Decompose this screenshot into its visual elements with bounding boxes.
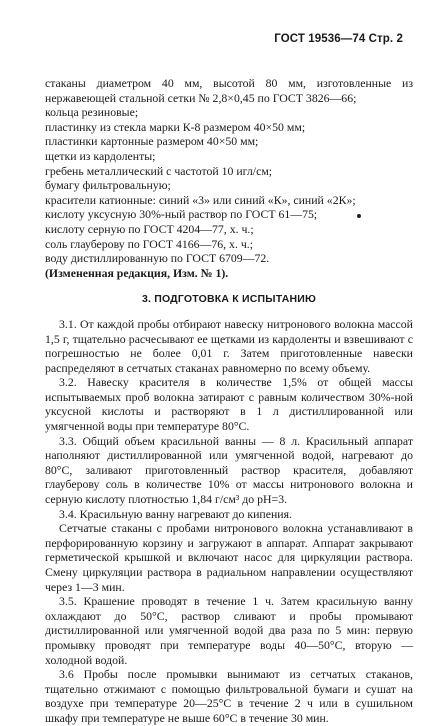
list-item: бумагу фильтровальную; — [45, 178, 171, 193]
list-item: щетки из кардоленты; — [45, 148, 156, 163]
list-item-text: кислоту уксусную 30%-ный раствор по ГОСТ 61—75; — [45, 207, 318, 222]
paragraph: Сетчатые стаканы с пробами нитронового волокна устанавливают в перфорированную корзину и загружают в аппарат. Аппарат закрывают герметической крышкой и включают насос для циркуляции раствора. Смену циркуляции раствора в радиальном направлении осуществляют через 1—3 мин. — [45, 521, 413, 594]
list-item: соль глауберову по ГОСТ 4166—76, х. ч.; — [45, 236, 254, 251]
paragraph: 3.2. Навеску красителя в количестве 1,5% от общей массы испытываемых проб волокна затирают с равным количеством 30%-ной уксусной кислоты и растворяют в 1 л дистиллированной или умягченной воды при температуре 80°С. — [45, 375, 413, 434]
list-item: пластинку из стекла марки К-8 размером 40×50 мм; — [45, 119, 306, 134]
paragraph: 3.6 Пробы после промывки вынимают из сетчатых стаканов, тщательно отжимают с помощью фильтровальной бумаги и сушат на воздухе при температуре 20—25°С в течение 2 ч или в сушильном шкафу при температуре не выше 60°С в течение 30 мин. — [45, 667, 413, 725]
paragraph: 3.4. Красильную ванну нагревают до кипения. — [59, 506, 292, 521]
list-item: гребень металлический с частотой 10 игл/см; — [45, 163, 273, 178]
page-header: ГОСТ 19536—74 Стр. 2 — [274, 33, 403, 45]
section-title: 3. ПОДГОТОВКА К ИСПЫТАНИЮ — [141, 293, 317, 306]
materials-list — [45, 76, 413, 280]
amendment-note: (Измененная редакция, Изм. № 1). — [45, 265, 229, 280]
document-body — [45, 76, 413, 726]
paragraph: 3.5. Крашение проводят в течение 1 ч. Затем красильную ванну охлаждают до 50°С, раствор сливают и пробы промывают дистиллированной или умягченной водой два раза по 5 мин: первую промывку проводят при температуре воды 40—50°С, вторую — холодной водой. — [45, 594, 413, 667]
list-item: кислоту серную по ГОСТ 4204—77, х. ч.; — [45, 221, 254, 236]
paragraph: 3.1. От каждой пробы отбирают навеску нитронового волокна массой 1,5 г, тщательно расчесывают ее щетками из кардоленты и взвешивают с погрешностью не более 0,01 г. Затем приготовленные навески распределяют в сетчатых стаканах равномерно по всему объему. — [45, 316, 413, 375]
list-item: пластинки картонные размером 40×50 мм; — [45, 134, 259, 149]
list-item: красители катионные: синий «3» или синий «К», синий «2К»; — [45, 192, 356, 207]
ink-dot — [357, 214, 361, 218]
list-item: воду дистиллированную по ГОСТ 6709—72. — [45, 251, 270, 266]
list-item: стаканы диаметром 40 мм, высотой 80 мм, изготовленные из нержавеющей стальной сетки № 2,8×0,45 по ГОСТ 3826—66; — [45, 76, 413, 105]
list-item: кольца резиновые; — [45, 105, 139, 120]
list-item — [45, 207, 413, 222]
paragraph: 3.3. Общий объем красильной ванны — 8 л. Красильный аппарат наполняют дистиллированной или умягченной водой, нагревают до 80°С, заливают приготовленный раствор красителя, добавляют глауберову соль в количестве 10% от массы нитронового волокна и серную кислоту плотностью 1,84 г/см³ до pH=3. — [45, 433, 413, 507]
